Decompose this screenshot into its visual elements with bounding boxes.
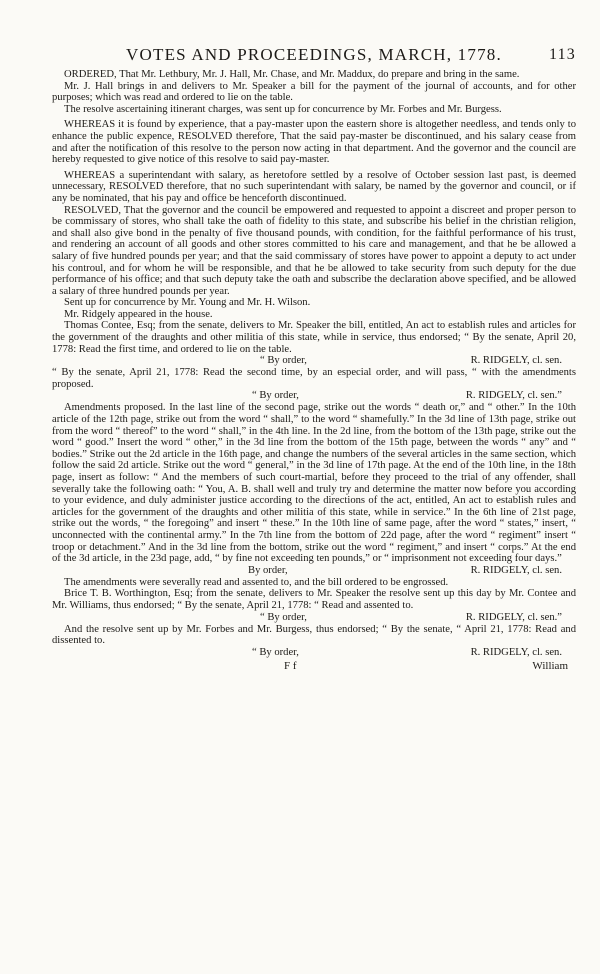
signer: R. RIDGELY, cl. sen.” xyxy=(465,611,562,623)
signature-line xyxy=(52,355,576,367)
by-order: “ By order, xyxy=(252,390,299,402)
paragraph: Thomas Contee, Esq; from the senate, delivers to Mr. Speaker the bill, entitled, An act to establish rules and articles for the government of the draughts and other militia of this state, while in service, thus endorsed; “ By the senate, April 20, 1778: Read the first time, and ordered to lie on the table. xyxy=(52,320,576,355)
paragraph: And the resolve sent up by Mr. Forbes and Mr. Burgess, thus endorsed; “ By the senate, “ April 21, 1778: Read and dissented to. xyxy=(52,623,576,647)
paragraph: ORDERED, That Mr. Lethbury, Mr. J. Hall, Mr. Chase, and Mr. Maddux, do prepare and bring in the same. xyxy=(64,69,520,80)
signature-line xyxy=(52,612,576,624)
paragraph: WHEREAS a superintendant with salary, as heretofore settled by a resolve of October session last past, is deemed unnecessary, RESOLVED therefore, that no such superintendant with salary, be named by the governor and council, or if any be nominated, that his pay and office be henceforth discontinued. xyxy=(52,169,576,204)
signature-mark: F f xyxy=(284,659,297,672)
signer: R. RIDGELY, cl. sen.” xyxy=(465,390,562,402)
body-text xyxy=(52,69,576,659)
paragraph: Mr. J. Hall brings in and delivers to Mr. Speaker a bill for the payment of the journal of accounts, and for other purposes; which was read and ordered to lie on the table. xyxy=(52,80,576,104)
paragraph: Amendments proposed. In the last line of the second page, strike out the words “ death or,” and “ other.” In the 10th article of the 12th page, strike out from the word “ shall,” to the word “ shamefully.” In the 3d line of 13th page, strike out from the word “ thereof” to the word “ shall,” in the 4th line. In the 2d line, from the bottom of the 13th page, strike out the word “ good.” Insert the word “ other,” in the 3d line from the bottom of the 15th page, between the words “ any” and “ bodies.” Strike out the 2d article in the 16th page, and change the numbers of the several articles in the same section, which follow the said 2d article. Strike out the word “ general,” in the 3d line of 17th page. At the end of the 10th line, in the 18th page, insert as follow: “ And the members of such court-martial, before they proceed to the trial of any offender, shall severally take the following oath: “ You, A. B. shall well and truly try and determine the matter now before you according to your evidence, and duly administer justice according to the directions of the act, entitled, An act to establish rules and articles for the government of the draughts and other militia of this state, while in service.” In the 6th line of 21st page, strike out the words, “ the foregoing” and insert “ these.” In the 10th line of same page, after the word “ states,” insert, “ unconnected with the continental army.” In the 7th line from the bottom of 22d page, after the word “ regiment” insert “ troop or detachment.” And in the 3d line from the bottom, strike out the word “ regiment,” and insert “ corps.” At the end of the 3d article, in the 23d page, add, “ by fine not exceeding ten pounds,” or “ imprisonment not exceeding four days.” xyxy=(52,402,576,565)
running-header xyxy=(52,42,576,68)
signature-line xyxy=(52,390,576,402)
paragraph: “ By the senate, April 21, 1778: Read the second time, by an especial order, and will pass, “ with the amendments proposed. xyxy=(52,367,576,390)
page-number: 113 xyxy=(548,46,576,63)
paragraph: The amendments were severally read and assented to, and the bill ordered to be engrossed. xyxy=(64,576,449,588)
paragraph: Sent up for concurrence by Mr. Young and Mr. H. Wilson. xyxy=(64,297,311,309)
paragraph: Brice T. B. Worthington, Esq; from the senate, delivers to Mr. Speaker the resolve sent up this day by Mr. Contee and Mr. Williams, thus endorsed; “ By the senate, April 21, 1778: “ Read and assented to. xyxy=(52,588,576,611)
page-footer xyxy=(52,659,576,673)
signature-line xyxy=(52,565,576,577)
by-order: “ By order, xyxy=(252,646,299,658)
signature-line xyxy=(52,647,576,659)
catchword: William xyxy=(532,659,568,672)
paragraph: WHEREAS it is found by experience, that a pay-master upon the eastern shore is altogether needless, and tends only to enhance the public expence, RESOLVED therefore, That the said pay-master be discontinued, and his salary cease from and after the notification of this resolve to the person now acting in that department. And the governor and the council are hereby requested to give notice of this resolve to said pay-master. xyxy=(52,119,576,166)
paragraph: RESOLVED, That the governor and the council be empowered and requested to appoint a discreet and proper person to be commissary of stores, who shall take the oath of fidelity to this state, and subscribe his belief in the christian religion, and shall also give bond in the penalty of five thousand pounds, with condition, for the faithful performance of his trust, and rendering an account of all goods and other stores committed to his care and management, and that he be allowed a salary of five hundred pounds per year; and that the said commissary of stores have power to appoint a deputy to act under his controul, and for whom he will be responsible, and that he be allowed to take security from such deputy for the due performance of his office; and that such deputy take the oath and subscribe the declaration above specified, and be allowed a salary of three hundred pounds per year. xyxy=(52,204,576,297)
paragraph: Mr. Ridgely appeared in the house. xyxy=(64,308,213,320)
signer: R. RIDGELY, cl. sen. xyxy=(470,564,562,576)
by-order: By order, xyxy=(248,564,288,576)
signer: R. RIDGELY, cl. sen. xyxy=(470,646,562,658)
page-title: VOTES AND PROCEEDINGS, MARCH, 1778. xyxy=(126,45,502,64)
by-order: “ By order, xyxy=(260,355,307,367)
by-order: “ By order, xyxy=(260,611,307,623)
paragraph: The resolve ascertaining itinerant charges, was sent up for concurrence by Mr. Forbes and Mr. Burgess. xyxy=(64,103,502,115)
signer: R. RIDGELY, cl. sen. xyxy=(470,355,562,367)
